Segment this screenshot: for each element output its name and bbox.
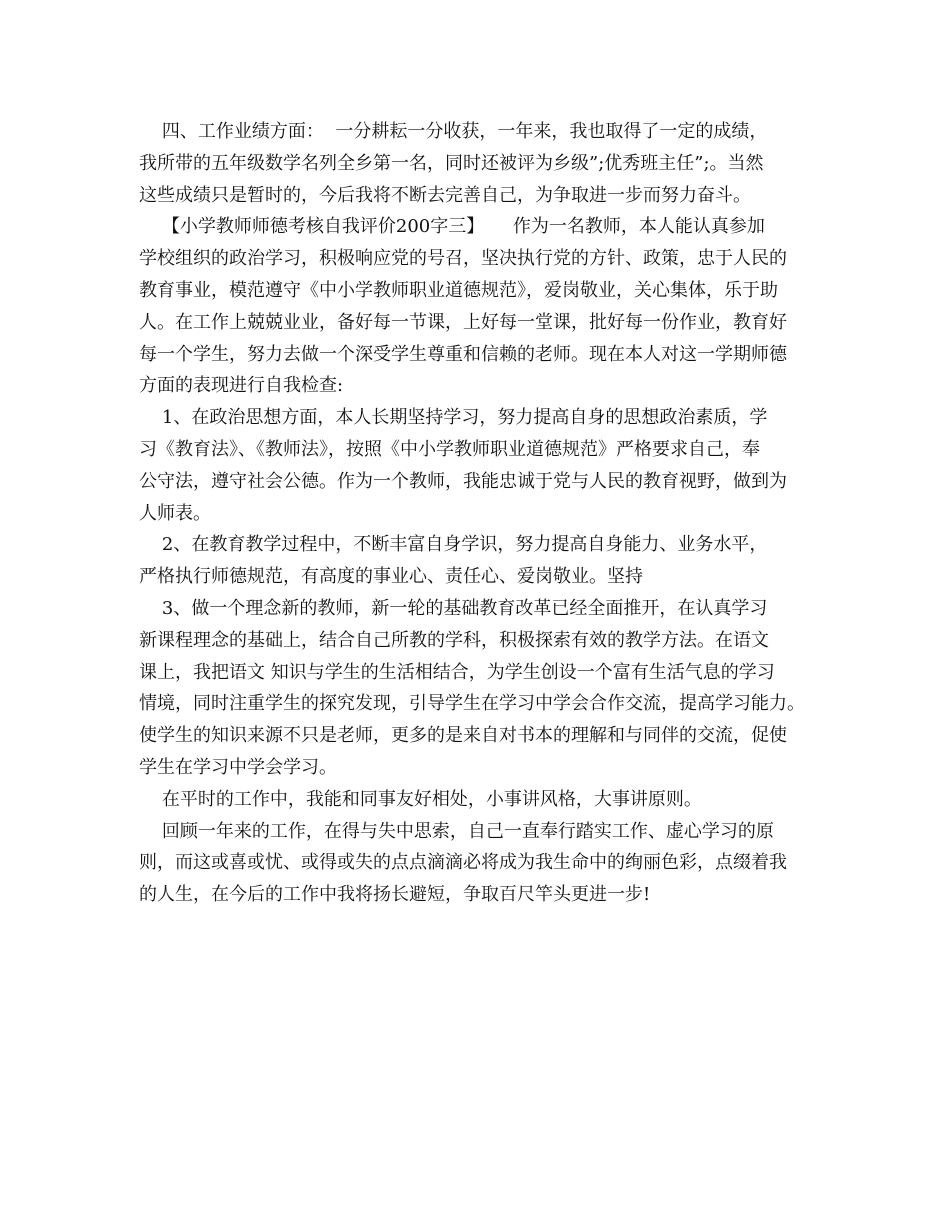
text-line: 1、在政治思想方面，本人长期坚持学习，努力提高自身的思想政治素质，学 [139, 407, 768, 429]
text-line: 教育事业，模范遵守《中小学教师职业道德规范》，爱岗敬业，关心集体，乐于助 [139, 279, 778, 301]
text-line: 课上，我把语文 知识与学生的生活相结合，为学生创设一个富有生活气息的学习 [139, 661, 775, 683]
text-line: 在平时的工作中，我能和同事友好相处，小事讲风格，大事讲原则。 [139, 788, 702, 810]
text-line: 每一个学生，努力去做一个深受学生尊重和信赖的老师。现在本人对这一学期师德 [139, 343, 787, 365]
text-line: 公守法，遵守社会公德。作为一个教师，我能忠诚于党与人民的教育视野，做到为 [139, 470, 787, 492]
text-line: 3、做一个理念新的教师，新一轮的基础教育改革已经全面推开，在认真学习 [139, 597, 768, 619]
text-line: 四、工作业绩方面： 一分耕耘一分收获，一年来，我也取得了一定的成绩， [139, 121, 768, 142]
text-line: 人。在工作上兢兢业业，备好每一节课，上好每一堂课，批好每一份作业，教育好 [139, 311, 787, 333]
text-line: 方面的表现进行自我检查: [139, 375, 344, 397]
text-line: 情境，同时注重学生的探究发现，引导学生在学习中学会合作交流，提高学习能力。 [139, 693, 805, 715]
text-line: 的人生，在今后的工作中我将扬长避短，争取百尺竿头更进一步! [139, 884, 651, 906]
text-line: 我所带的五年级数学名列全乡第一名，同时还被评为乡级”;优秀班主任”;。当然 [139, 152, 764, 174]
text-line: 回顾一年来的工作，在得与失中思索，自己一直奉行踏实工作、虚心学习的原 [139, 820, 774, 842]
text-line: 学校组织的政治学习，积极响应党的号召，坚决执行党的方针、政策，忠于人民的 [139, 248, 787, 270]
text-line: 习《教育法》、《教师法》，按照《中小学教师职业道德规范》严格要求自己，奉 [139, 438, 760, 460]
text-line: 学生在学习中学会学习。 [139, 756, 337, 778]
text-line: 使学生的知识来源不只是老师，更多的是来自对书本的理解和与同伴的交流，促使 [139, 725, 787, 747]
text-line: 人师表。 [139, 502, 211, 524]
text-line: 这些成绩只是暂时的，今后我将不断去完善自己，为争取进一步而努力奋斗。 [139, 184, 751, 206]
text-line: 新课程理念的基础上，结合自己所教的学科，积极探索有效的教学方法。在语文 [139, 629, 769, 651]
text-line: 2、在教育教学过程中，不断丰富自身学识，努力提高自身能力、业务水平， [139, 534, 768, 556]
text-line: 严格执行师德规范，有高度的事业心、责任心、爱岗敬业。坚持 [139, 566, 643, 588]
text-line: 则，而这或喜或忧、或得或失的点点滴滴必将成为我生命中的绚丽色彩，点缀着我 [139, 852, 787, 874]
document-body [139, 116, 819, 911]
section-heading-line: 【小学教师师德考核自我评价200字三】 作为一名教师，本人能认真参加 [139, 216, 765, 238]
